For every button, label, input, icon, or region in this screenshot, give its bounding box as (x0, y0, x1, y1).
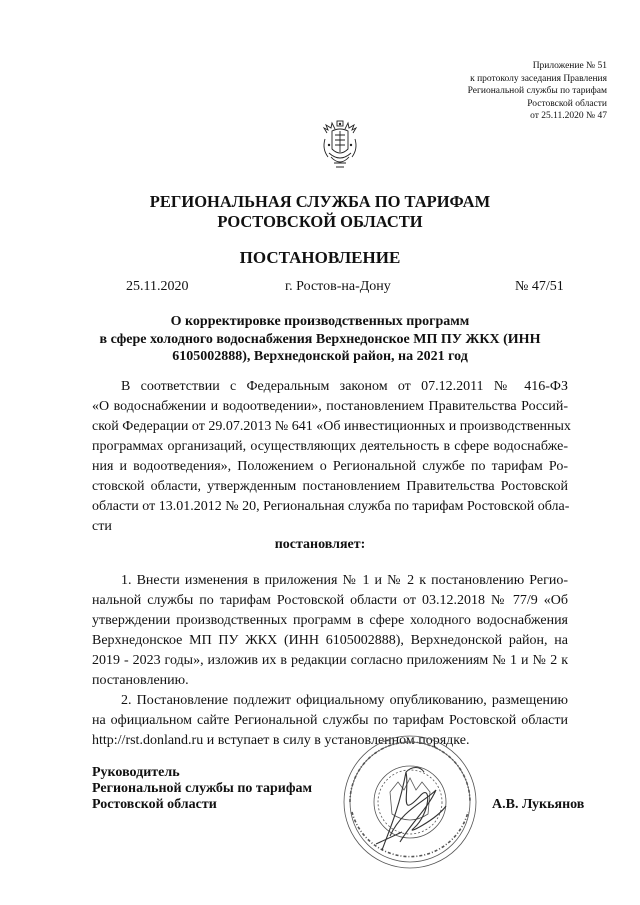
appendix-note (367, 60, 607, 123)
preamble-line: «О водоснабжении и водоотведении», постановлением Правительства Россий- (92, 399, 568, 414)
item1-line: утверждении производственных программ в сфере холодного водоснабжения (92, 613, 568, 628)
item1-line: 1. Внести изменения в приложения № 1 и № 2 к постановлению Регио- (121, 573, 568, 588)
organization-name: РЕГИОНАЛЬНАЯ СЛУЖБА ПО ТАРИФАМ (149, 192, 491, 211)
appendix-line: к протоколу заседания Правления (470, 73, 607, 84)
item2-line: на официальном сайте Региональной службы по тарифам Ростовской области (92, 713, 568, 728)
document-city: г. Ростов-на-Дону (285, 279, 391, 294)
subject-line: в сфере холодного водоснабжения Верхнедонское МП ПУ ЖКХ (ИНН (99, 331, 541, 347)
preamble-line: сти (92, 519, 112, 534)
subject-line: О корректировке производственных программ (170, 314, 470, 329)
preamble-line: В соответствии с Федеральным законом от 07.12.2011 № 416-ФЗ (121, 379, 568, 394)
official-seal-icon (340, 732, 480, 872)
preamble-line: ской Федерации от 29.07.2013 № 641 «Об инвестиционных и производственных (92, 419, 571, 434)
document-date: 25.11.2020 (126, 279, 189, 294)
subject-line: 6105002888), Верхнедонской район, на 2021 год (172, 349, 468, 364)
document-number: № 47/51 (515, 279, 564, 294)
signatory-name: А.В. Лукьянов (492, 797, 585, 812)
signatory-title: Руководитель (92, 765, 180, 780)
item2-line: 2. Постановление подлежит официальному опубликованию, размещению (121, 693, 568, 708)
coat-of-arms-icon (319, 119, 361, 171)
item1-line: Верхнедонское МП ПУ ЖКХ (ИНН 6105002888), Верхнедонской район, на (92, 633, 568, 648)
preamble-line: программах организаций, осуществляющих деятельность в сфере водоснабже- (92, 439, 568, 454)
preamble-line: ния и водоотведения», Положением о Региональной службе по тарифам Ро- (92, 459, 568, 474)
preamble-line: стовской области, утвержденным постановлением Правительства Ростовской (92, 479, 568, 494)
item1-line: нальной службы по тарифам Ростовской области от 03.12.2018 № 77/9 «Об (92, 593, 568, 608)
document-type: ПОСТАНОВЛЕНИЕ (239, 248, 401, 267)
item1-line: постановлению. (92, 673, 189, 688)
signatory-title: Ростовской области (92, 797, 217, 812)
item1-line: 2019 - 2023 годы», изложив их в редакции согласно приложениям № 1 и № 2 к (92, 653, 568, 668)
organization-region: РОСТОВСКОЙ ОБЛАСТИ (217, 212, 423, 231)
appendix-line: Региональной службы по тарифам (467, 86, 607, 97)
resolution-heading: постановляет: (274, 537, 366, 552)
signatory-title: Региональной службы по тарифам (92, 781, 313, 796)
preamble-line: области от 13.01.2012 № 20, Региональная служба по тарифам Ростовской обла- (92, 499, 570, 514)
item2-line: http://rst.donland.ru и вступает в силу в установленном порядке. (92, 733, 470, 748)
appendix-line: Приложение № 51 (532, 61, 607, 71)
appendix-line: от 25.11.2020 № 47 (530, 111, 607, 122)
appendix-line: Ростовской области (527, 98, 607, 109)
